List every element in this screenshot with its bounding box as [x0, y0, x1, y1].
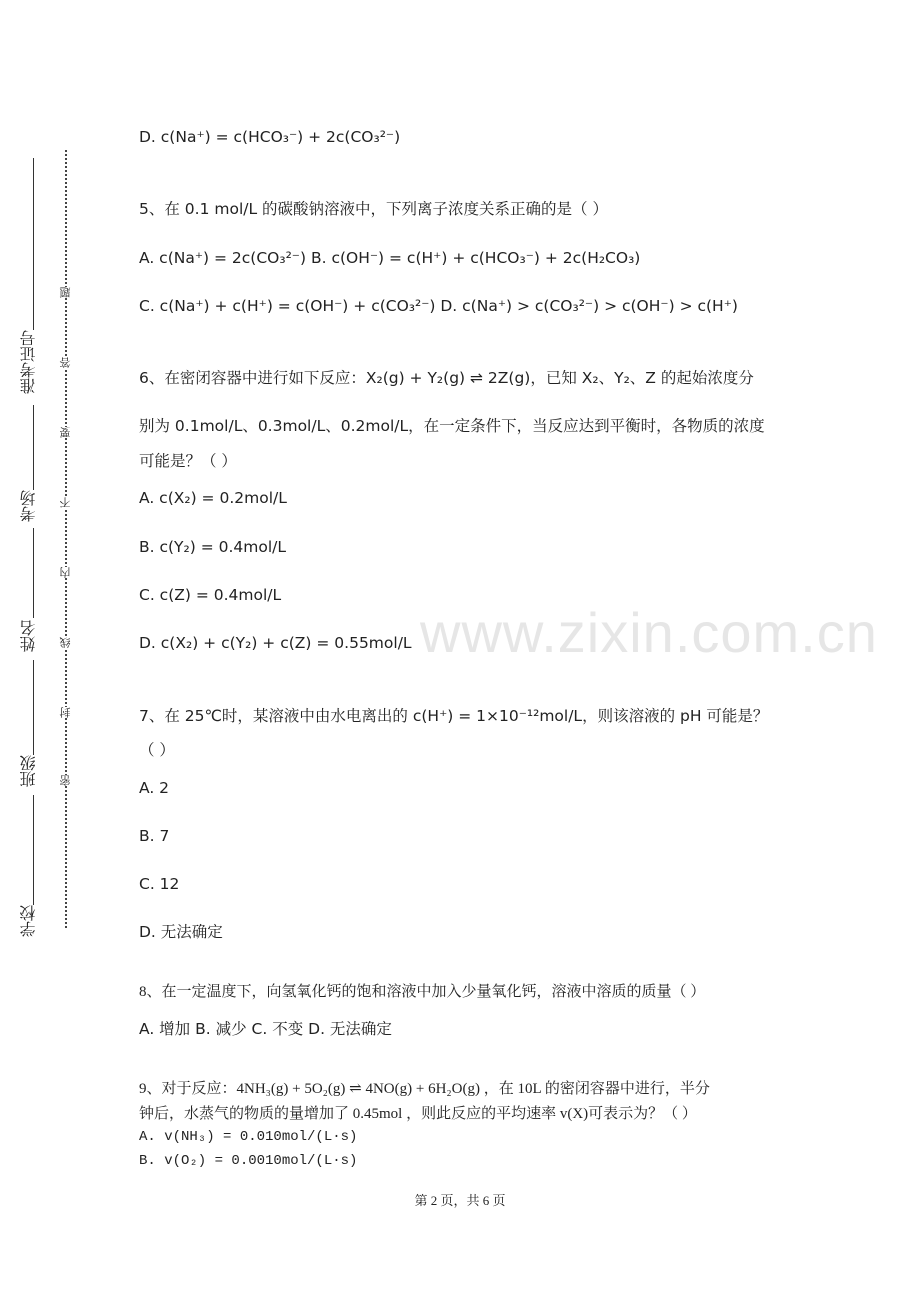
seal-dotted-line: [65, 150, 67, 928]
margin-line-1: [33, 158, 34, 330]
seal-char: 封: [60, 707, 72, 718]
seal-char: 答: [60, 357, 72, 368]
q6-stem-1: 6、在密闭容器中进行如下反应：X₂(g) + Y₂(g) ⇌ 2Z(g)，已知 X₂、Y₂、Z 的起始浓度分: [139, 369, 754, 387]
seal-char: 内: [60, 567, 72, 578]
q7-option-c: C. 12: [139, 875, 180, 893]
q7-option-b: B. 7: [139, 827, 170, 845]
q7-option-a: A. 2: [139, 779, 170, 797]
label-name: 姓名: [21, 620, 38, 652]
label-exam-room: 考场: [21, 490, 38, 522]
q9-stem-1: 9、对于反应：4NH₃(g) + 5O₂(g) ⇌ 4NO(g) + 6H₂O(g) ，在 10L 的密闭容器中进行，半分: [139, 1081, 710, 1097]
seal-char: 要: [60, 427, 72, 438]
q5-options-ab: A. c(Na⁺) = 2c(CO₃²⁻) B. c(OH⁻) = c(H⁺) + c(HCO₃⁻) + 2c(H₂CO₃): [139, 249, 641, 267]
margin-line-4: [33, 660, 34, 755]
q5-options-cd: C. c(Na⁺) + c(H⁺) = c(OH⁻) + c(CO₃²⁻) D. c(Na⁺) > c(CO₃²⁻) > c(OH⁻) > c(H⁺): [139, 297, 738, 315]
seal-char: 题: [60, 287, 72, 298]
seal-char: 密: [60, 775, 72, 786]
q9-option-b: B. v(O₂) = 0.0010mol/(L·s): [139, 1153, 358, 1169]
margin-line-2: [33, 405, 34, 490]
q6-option-b: B. c(Y₂) = 0.4mol/L: [139, 538, 287, 556]
page-footer: 第 2 页，共 6 页: [414, 1193, 506, 1208]
q4-option-d: D. c(Na⁺) = c(HCO₃⁻) + 2c(CO₃²⁻): [139, 128, 401, 146]
watermark: www.zixin.com.cn: [420, 601, 878, 664]
margin-line-5: [33, 795, 34, 905]
q5-stem: 5、在 0.1 mol/L 的碳酸钠溶液中，下列离子浓度关系正确的是（ ）: [139, 200, 608, 218]
q7-stem-1: 7、在 25℃时，某溶液中由水电离出的 c(H⁺) = 1×10⁻¹²mol/L，则该溶液的 pH 可能是？: [139, 707, 769, 725]
q6-option-c: C. c(Z) = 0.4mol/L: [139, 586, 282, 604]
label-exam-number: 准考证号: [21, 330, 38, 394]
q9-option-a: A. v(NH₃) = 0.010mol/(L·s): [139, 1129, 358, 1145]
q9-stem-2: 钟后，水蒸气的物质的量增加了 0.45mol ，则此反应的平均速率 v(X)可表示为？（ ）: [139, 1106, 697, 1122]
q8-options: A. 增加 B. 减少 C. 不变 D. 无法确定: [139, 1020, 392, 1038]
q8-stem: 8、在一定温度下，向氢氧化钙的饱和溶液中加入少量氧化钙，溶液中溶质的质量（ ）: [139, 984, 706, 1000]
q7-stem-2: （ ）: [139, 741, 175, 759]
label-class: 班级: [21, 755, 38, 787]
q6-option-d: D. c(X₂) + c(Y₂) + c(Z) = 0.55mol/L: [139, 634, 412, 652]
label-school: 学校: [21, 905, 38, 937]
q6-option-a: A. c(X₂) = 0.2mol/L: [139, 489, 287, 507]
margin-line-3: [33, 528, 34, 618]
q6-stem-2: 别为 0.1mol/L、0.3mol/L、0.2mol/L，在一定条件下，当反应达到平衡时，各物质的浓度: [139, 417, 765, 435]
seal-char: 不: [60, 497, 72, 508]
seal-char: 线: [60, 637, 72, 648]
q7-option-d: D. 无法确定: [139, 923, 223, 941]
q6-stem-3: 可能是？（ ）: [139, 452, 237, 470]
